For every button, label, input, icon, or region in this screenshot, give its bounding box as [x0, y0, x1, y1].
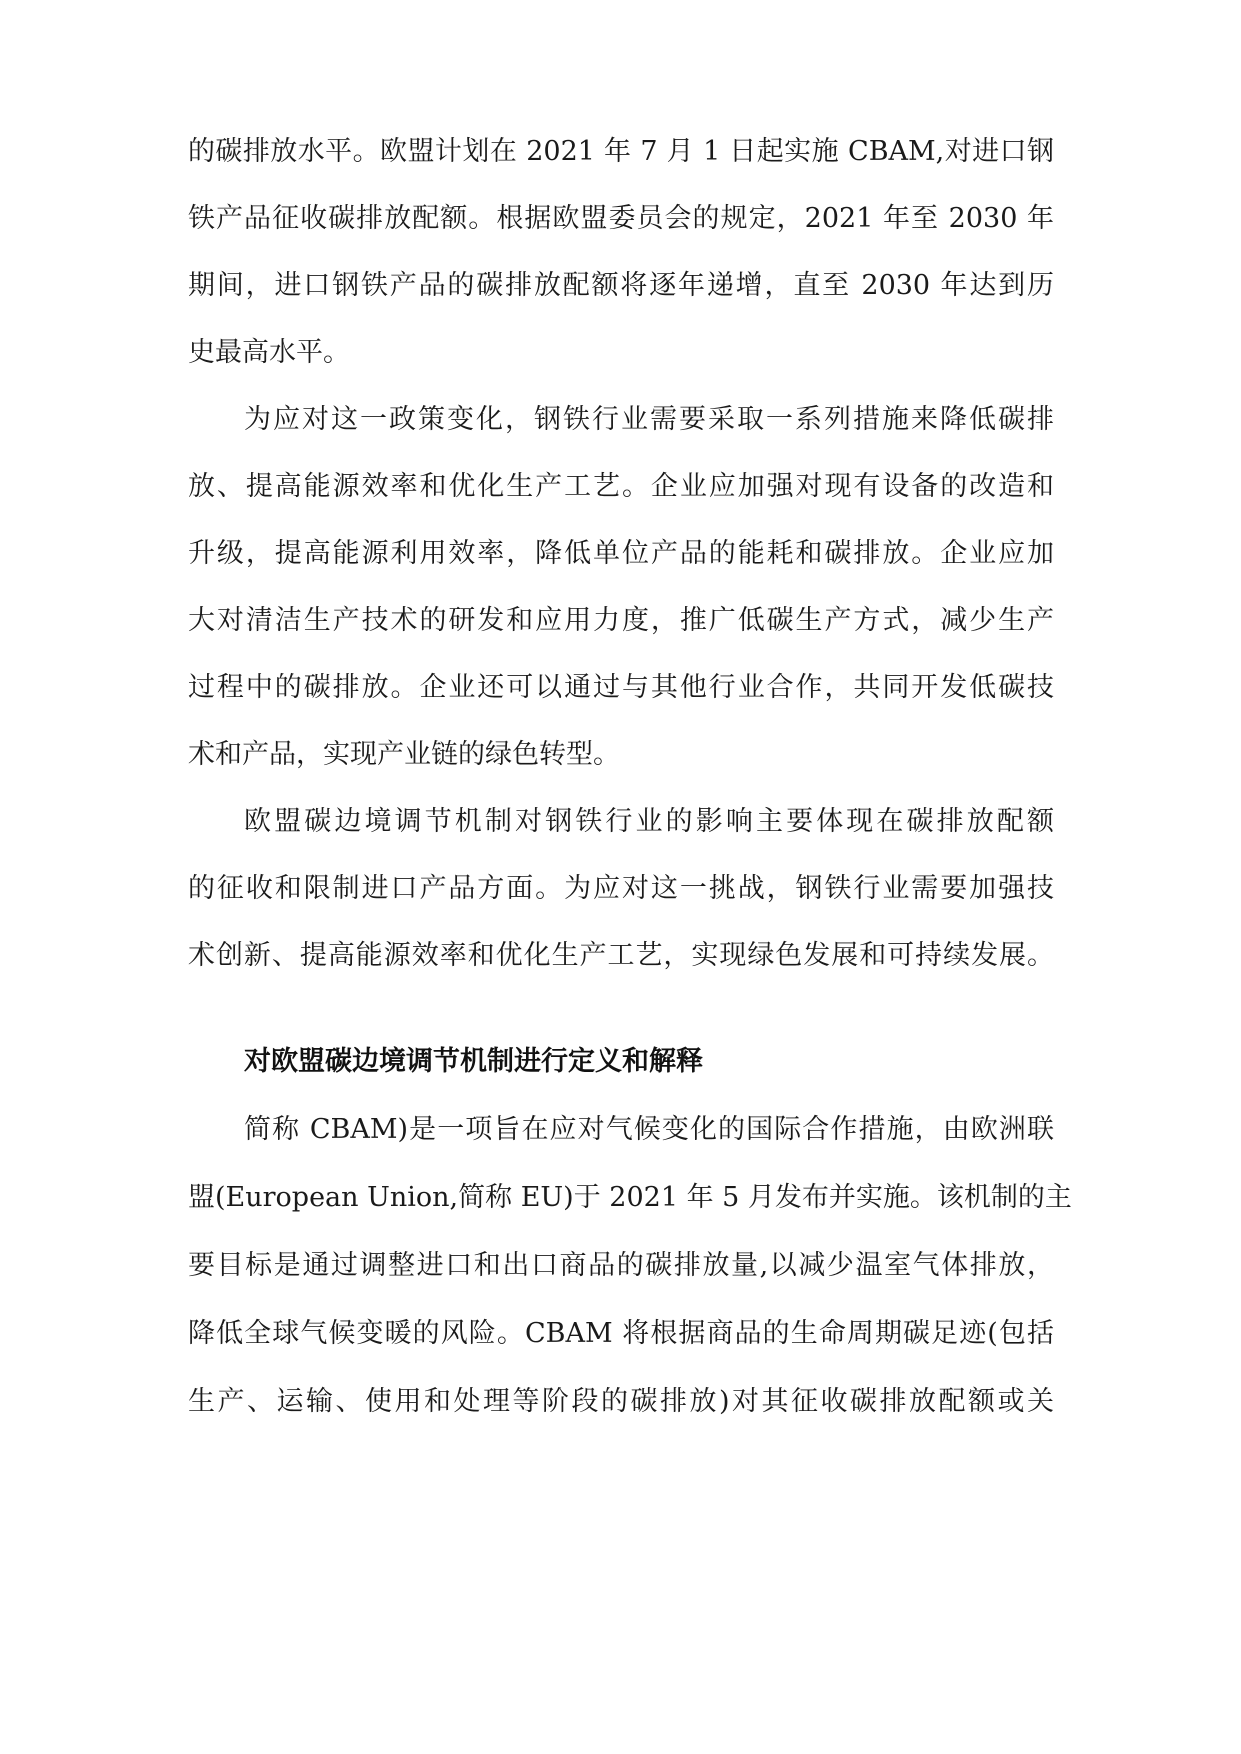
paragraph-2-line-4: 大对清洁生产技术的研发和应用力度，推广低碳生产方式，减少生产	[188, 605, 1054, 636]
paragraph-1-line-1: 的碳排放水平。欧盟计划在 2021 年 7 月 1 日起实施 CBAM,对进口钢	[188, 136, 1054, 167]
section-heading: 对欧盟碳边境调节机制进行定义和解释	[244, 1046, 703, 1077]
paragraph-4-line-5: 生产、运输、使用和处理等阶段的碳排放)对其征收碳排放配额或关	[188, 1386, 1054, 1417]
paragraph-4-line-2: 盟(European Union,简称 EU)于 2021 年 5 月发布并实施。该机制的主	[188, 1182, 1072, 1213]
paragraph-1-line-2: 铁产品征收碳排放配额。根据欧盟委员会的规定，2021 年至 2030 年	[188, 203, 1054, 234]
paragraph-2-line-3: 升级，提高能源利用效率，降低单位产品的能耗和碳排放。企业应加	[188, 538, 1054, 569]
paragraph-4-line-3: 要目标是通过调整进口和出口商品的碳排放量,以减少温室气体排放，	[188, 1250, 1054, 1281]
paragraph-2-line-5: 过程中的碳排放。企业还可以通过与其他行业合作，共同开发低碳技	[188, 672, 1054, 703]
paragraph-2-line-6: 术和产品，实现产业链的绿色转型。	[188, 739, 620, 770]
paragraph-4-line-4: 降低全球气候变暖的风险。CBAM 将根据商品的生命周期碳足迹(包括	[188, 1318, 1054, 1349]
paragraph-4-line-1: 简称 CBAM)是一项旨在应对气候变化的国际合作措施，由欧洲联	[244, 1114, 1054, 1145]
paragraph-3-line-3: 术创新、提高能源效率和优化生产工艺，实现绿色发展和可持续发展。	[188, 940, 1054, 971]
paragraph-3-line-2: 的征收和限制进口产品方面。为应对这一挑战，钢铁行业需要加强技	[188, 873, 1054, 904]
paragraph-1-line-4: 史最高水平。	[188, 337, 350, 368]
paragraph-2-line-2: 放、提高能源效率和优化生产工艺。企业应加强对现有设备的改造和	[188, 471, 1054, 502]
paragraph-2-line-1: 为应对这一政策变化，钢铁行业需要采取一系列措施来降低碳排	[244, 404, 1054, 435]
paragraph-3-line-1: 欧盟碳边境调节机制对钢铁行业的影响主要体现在碳排放配额	[244, 806, 1054, 837]
paragraph-1-line-3: 期间，进口钢铁产品的碳排放配额将逐年递增，直至 2030 年达到历	[188, 270, 1054, 301]
